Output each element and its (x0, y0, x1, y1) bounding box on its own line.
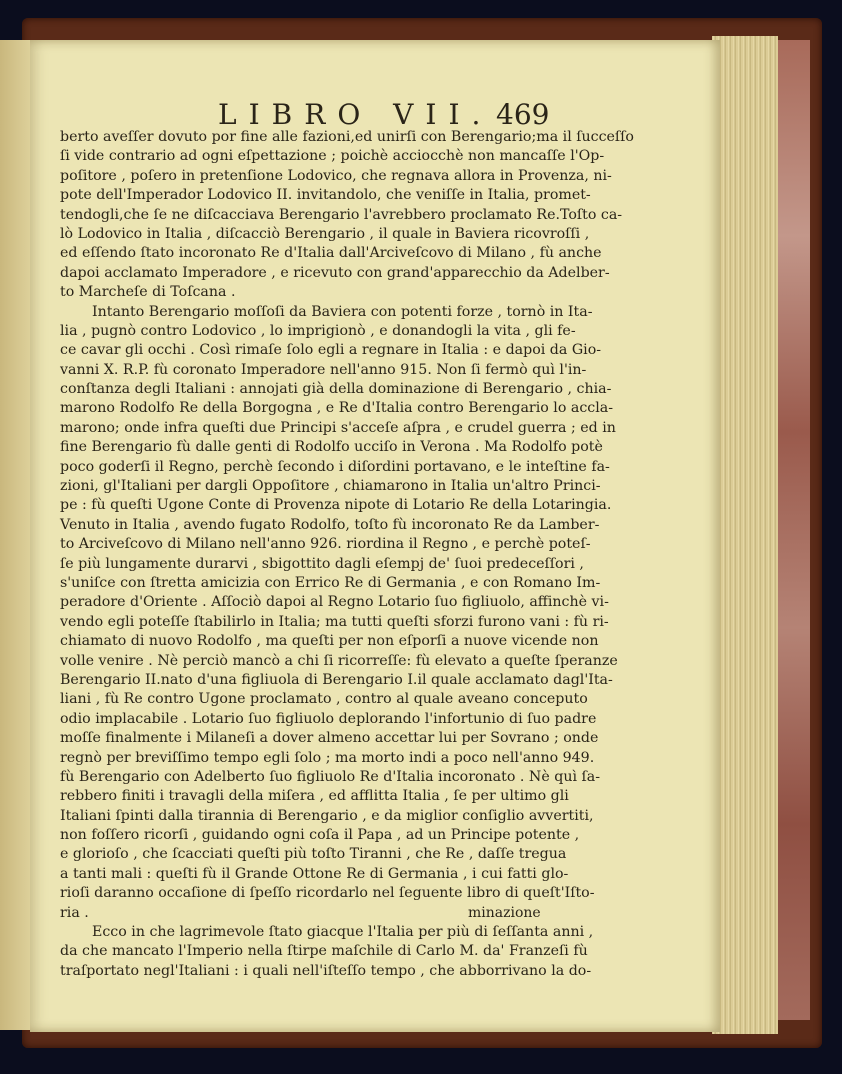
text-line: a tanti mali : queſti fù il Grande Ottone Re di Germania , i cui fatti glo- (60, 865, 569, 882)
text-line: vanni X. R.P. fù coronato Imperadore nell'anno 915. Non ſi fermò quì l'in- (60, 361, 587, 378)
text-line: s'uniſce con ſtretta amicizia con Errico Re di Germania , e con Romano Im- (60, 574, 601, 591)
text-line: lò Lodovico in Italia , diſcacciò Berengario , il quale in Baviera ricovroſſi , (60, 225, 590, 242)
text-line: Berengario II.nato d'una figliuola di Berengario I.il quale acclamato dagl'Ita- (60, 671, 613, 688)
text-line: peradore d'Oriente . Aſſociò dapoi al Regno Lotario ſuo figliuolo, affinchè vi- (60, 594, 609, 611)
body-text (60, 128, 634, 981)
text-line: marono; onde infra queſti due Principi s'acceſe aſpra , e crudel guerra ; ed in (60, 419, 616, 436)
text-line: moſſe finalmente i Milaneſi a dover almeno accettar lui per Sovrano ; onde (60, 730, 599, 747)
text-line: odio implacabile . Lotario ſuo figliuolo deplorando l'infortunio di ſuo padre (60, 710, 597, 727)
text-line: ria . (60, 904, 89, 921)
text-line: da che mancato l'Imperio nella ſtirpe maſchile di Carlo M. da' Franzeſi fù (60, 943, 588, 960)
text-line: e glorioſo , che ſcacciati queſti più toſto Tiranni , che Re , daſſe tregua (60, 846, 567, 863)
text-line: conſtanza degli Italiani : annojati già della dominazione di Berengario , chia- (60, 381, 612, 398)
book-page (30, 40, 720, 1032)
text-line: Venuto in Italia , avendo fugato Rodolfo, toſto fù incoronato Re da Lamber- (60, 516, 600, 533)
text-line: liani , fù Re contro Ugone proclamato , contro al quale aveano conceputo (60, 691, 588, 708)
text-line: regnò per breviſſimo tempo egli ſolo ; ma morto indi a poco nell'anno 949. (60, 749, 595, 766)
text-line: lia , pugnò contro Lodovico , lo imprigionò , e donandogli la vita , gli fe- (60, 322, 576, 339)
text-line: traſportato negl'Italiani : i quali nell'iſteſſo tempo , che abborrivano la do- (60, 962, 592, 979)
text-line: volle venire . Nè perciò mancò a chi ſi ricorreſſe: fù elevato a queſte ſperanze (60, 652, 618, 669)
catchword: minazione (468, 905, 541, 921)
text-line: vendo egli poteſſe ſtabilirlo in Italia; ma tutti queſti sforzi furono vani : fù ri- (60, 613, 609, 630)
text-line: fine Berengario fù dalle genti di Rodolfo ucciſo in Verona . Ma Rodolfo potè (60, 439, 603, 456)
text-line: pe : fù queſti Ugone Conte di Provenza nipote di Lotario Re della Lotaringia. (60, 497, 612, 514)
text-line: Intanto Berengario moſſoſi da Baviera con potenti forze , tornò in Ita- (92, 303, 593, 320)
page-edges (712, 36, 778, 1034)
text-line: poſitore , poſero in pretenſione Lodovico, che regnava allora in Provenza, ni- (60, 167, 612, 184)
text-line: rebbero finiti i travagli della miſera , ed afflitta Italia , ſe per ultimo gli (60, 788, 569, 805)
text-line: Italiani ſpinti dalla tirannia di Berengario , e da miglior conſiglio avvertiti, (60, 807, 594, 824)
text-line: ce cavar gli occhi . Così rimaſe ſolo egli a regnare in Italia : e dapoi da Gio- (60, 342, 602, 359)
text-line: non foſſero ricorſi , guidando ogni coſa il Papa , ad un Principe potente , (60, 827, 580, 844)
text-line: berto aveſſer dovuto por fine alle fazioni,ed unirſi con Berengario;ma il ſucceſſo (60, 129, 634, 145)
text-line: ſe più lungamente durarvi , sbigottito dagli eſempj de' ſuoi predeceſſori , (60, 555, 584, 572)
page-number: 469 (496, 98, 550, 131)
text-line: chiamato di nuovo Rodolfo , ma queſti per non eſporſi a nuove vicende non (60, 633, 599, 650)
text-line: dapoi acclamato Imperadore , e ricevuto con grand'apparecchio da Adelber- (60, 264, 610, 281)
text-line: to Marcheſe di Toſcana . (60, 284, 236, 301)
text-line: zioni, gl'Italiani per dargli Oppoſitore , chiamarono in Italia un'altro Princi- (60, 478, 601, 495)
running-title: LIBRO VII. (218, 98, 493, 131)
text-line: to Arciveſcovo di Milano nell'anno 926. riordina il Regno , e perchè poteſ- (60, 536, 591, 553)
facing-page-edge (0, 40, 31, 1030)
text-line: fù Berengario con Adelberto ſuo figliuolo Re d'Italia incoronato . Nè quì ſa- (60, 768, 601, 785)
text-line: ſi vide contrario ad ogni eſpettazione ; poichè acciocchè non mancaſſe l'Op- (60, 148, 605, 165)
text-line: pote dell'Imperador Lodovico II. invitandolo, che veniſſe in Italia, promet- (60, 187, 591, 204)
text-line: tendogli,che ſe ne diſcacciava Berengario l'avrebbero proclamato Re.Toſto ca- (60, 206, 623, 223)
text-line: poco goderſi il Regno, perchè ſecondo i diſordini portavano, e le inteſtine fa- (60, 458, 610, 475)
text-line: Ecco in che lagrimevole ſtato giacque l'Italia per più di ſeſſanta anni , (92, 924, 594, 941)
text-line: marono Rodolfo Re della Borgogna , e Re d'Italia contro Berengario lo accla- (60, 400, 614, 417)
text-line: rioſi daranno occaſione di ſpeſſo ricordarlo nel ſeguente libro di queſt'Iſto- (60, 885, 595, 902)
text-line: ed eſſendo ſtato incoronato Re d'Italia dall'Arciveſcovo di Milano , fù anche (60, 245, 602, 262)
